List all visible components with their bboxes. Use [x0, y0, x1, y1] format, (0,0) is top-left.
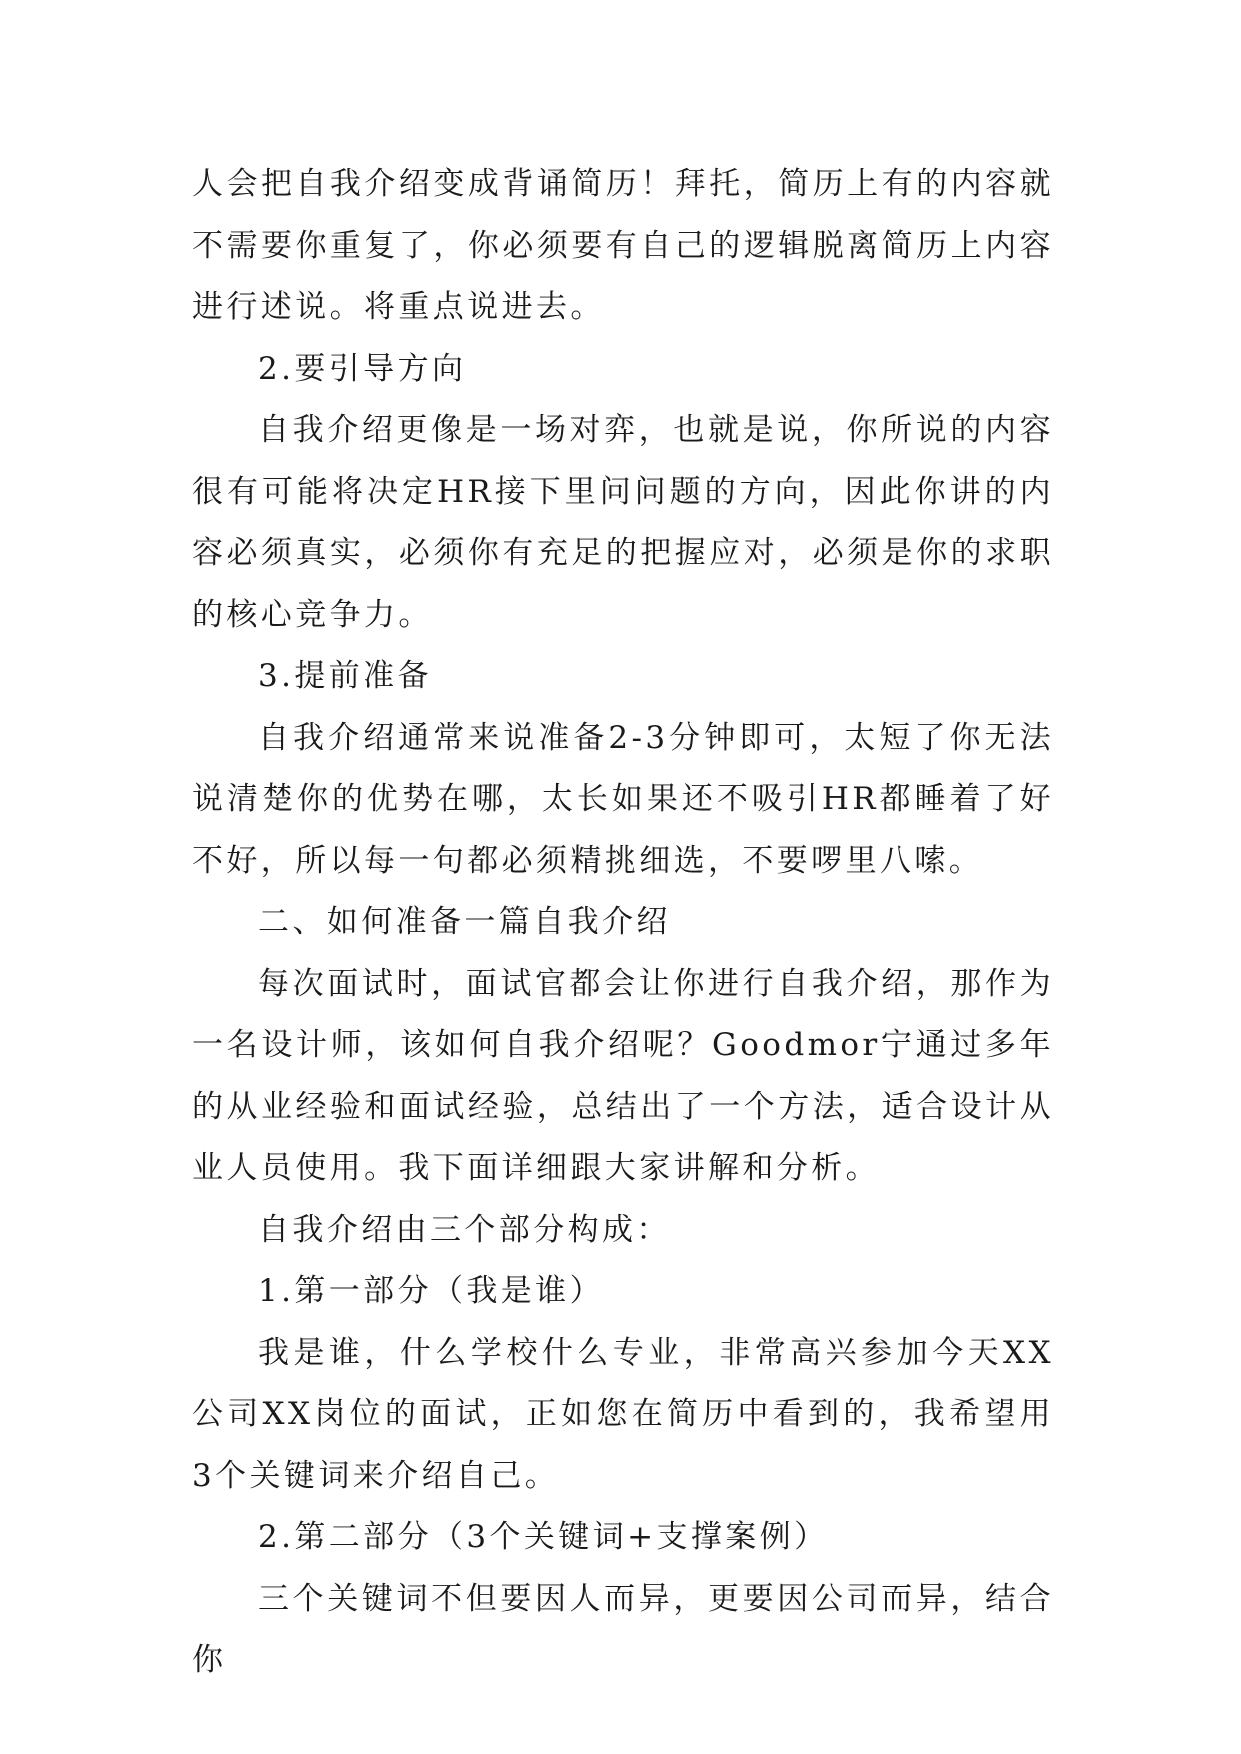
section-heading: 3.提前准备	[258, 658, 432, 694]
paragraph: 自我介绍通常来说准备2-3分钟即可，太短了你无法说清楚你的优势在哪，太长如果还不吸引HR都睡着了好不好，所以每一句都必须精挑细选，不要啰里八嗦。	[192, 719, 1054, 879]
paragraph: 每次面试时，面试官都会让你进行自我介绍，那作为一名设计师，该如何自我介绍呢？Goodmor宁通过多年的从业经验和面试经验，总结出了一个方法，适合设计从业人员使用。我下面详细跟大家讲解和分析。	[192, 965, 1054, 1186]
paragraph: 我是谁，什么学校什么专业，非常高兴参加今天XX公司XX岗位的面试，正如您在简历中看到的，我希望用3个关键词来介绍自己。	[192, 1334, 1054, 1494]
document-body	[192, 154, 1054, 1692]
paragraph: 三个关键词不但要因人而异，更要因公司而异，结合你	[192, 1580, 1054, 1678]
section-heading: 1.第一部分（我是谁）	[258, 1273, 604, 1309]
paragraph: 自我介绍更像是一场对弈，也就是说，你所说的内容很有可能将决定HR接下里问问题的方向，因此你讲的内容必须真实，必须你有充足的把握应对，必须是你的求职的核心竞争力。	[192, 412, 1054, 633]
paragraph: 自我介绍由三个部分构成：	[258, 1211, 671, 1248]
section-heading: 二、如何准备一篇自我介绍	[258, 904, 671, 940]
section-heading: 2.要引导方向	[258, 350, 467, 387]
paragraph: 人会把自我介绍变成背诵简历！拜托，简历上有的内容就不需要你重复了，你必须要有自己的逻辑脱离简历上内容进行述说。将重点说进去。	[192, 166, 1054, 325]
section-heading: 2.第二部分（3个关键词+支撑案例）	[258, 1519, 829, 1555]
